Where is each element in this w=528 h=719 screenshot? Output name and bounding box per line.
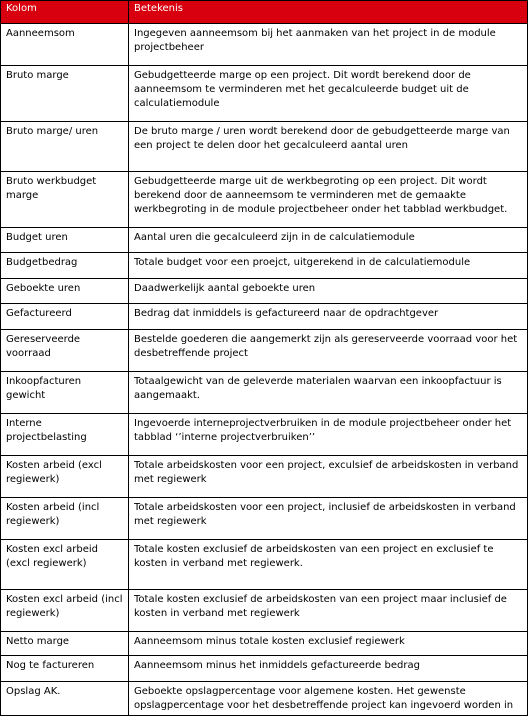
cell-kolom: Interne projectbelasting bbox=[1, 414, 129, 456]
cell-betekenis: Daadwerkelijk aantal geboekte uren bbox=[129, 279, 528, 304]
cell-kolom: Bruto marge bbox=[1, 66, 129, 122]
cell-kolom: Budget uren bbox=[1, 228, 129, 253]
cell-betekenis: Totale kosten exclusief de arbeidskosten van een project maar inclusief de kosten in verband met regiewerk bbox=[129, 590, 528, 632]
table-row bbox=[1, 590, 528, 632]
table-row bbox=[1, 682, 528, 716]
table-row bbox=[1, 456, 528, 498]
cell-betekenis: Aantal uren die gecalculeerd zijn in de calculatiemodule bbox=[129, 228, 528, 253]
table-row bbox=[1, 172, 528, 228]
cell-kolom: Aanneemsom bbox=[1, 24, 129, 66]
cell-kolom: Bruto werkbudget marge bbox=[1, 172, 129, 228]
cell-betekenis: Ingevoerde interneprojectverbruiken in de module projectbeheer onder het tabblad ‘’interne projectverbruiken’’ bbox=[129, 414, 528, 456]
cell-kolom: Kosten excl arbeid (incl regiewerk) bbox=[1, 590, 129, 632]
table-row bbox=[1, 66, 528, 122]
cell-betekenis: Geboekte opslagpercentage voor algemene kosten. Het gewenste opslagpercentage voor het desbetreffende project kan ingevoerd worden in bbox=[129, 682, 528, 716]
table-header-row bbox=[1, 1, 528, 24]
cell-betekenis: Aanneemsom minus het inmiddels gefactureerde bedrag bbox=[129, 656, 528, 682]
cell-betekenis: De bruto marge / uren wordt berekend door de gebudgetteerde marge van een project te delen door het gecalculeerd aantal uren bbox=[129, 122, 528, 172]
cell-betekenis: Totale arbeidskosten voor een project, exculsief de arbeidskosten in verband met regiewerk bbox=[129, 456, 528, 498]
cell-betekenis: Totaalgewicht van de geleverde materialen waarvan een inkoopfactuur is aangemaakt. bbox=[129, 372, 528, 414]
cell-kolom: Geboekte uren bbox=[1, 279, 129, 304]
table-row bbox=[1, 330, 528, 372]
cell-kolom: Gefactureerd bbox=[1, 304, 129, 330]
table-row bbox=[1, 24, 528, 66]
cell-kolom: Kosten excl arbeid (excl regiewerk) bbox=[1, 540, 129, 590]
cell-betekenis: Totale budget voor een proejct, uitgerekend in de calculatiemodule bbox=[129, 253, 528, 279]
table-row bbox=[1, 228, 528, 253]
table-row bbox=[1, 632, 528, 656]
cell-betekenis: Aanneemsom minus totale kosten exclusief regiewerk bbox=[129, 632, 528, 656]
cell-betekenis: Ingegeven aanneemsom bij het aanmaken van het project in de module projectbeheer bbox=[129, 24, 528, 66]
cell-betekenis: Gebudgetteerde marge op een project. Dit wordt berekend door de aanneemsom te verminderen met het gecalculeerde budget uit de calculatiemodule bbox=[129, 66, 528, 122]
table-row bbox=[1, 540, 528, 590]
header-betekenis: Betekenis bbox=[129, 1, 528, 24]
cell-betekenis: Totale kosten exclusief de arbeidskosten van een project en exclusief te kosten in verband met regiewerk. bbox=[129, 540, 528, 590]
cell-kolom: Nog te factureren bbox=[1, 656, 129, 682]
cell-kolom: Opslag AK. bbox=[1, 682, 129, 716]
cell-betekenis: Bedrag dat inmiddels is gefactureerd naar de opdrachtgever bbox=[129, 304, 528, 330]
cell-kolom: Kosten arbeid (incl regiewerk) bbox=[1, 498, 129, 540]
cell-kolom: Inkoopfacturen gewicht bbox=[1, 372, 129, 414]
table-row bbox=[1, 414, 528, 456]
table-row bbox=[1, 372, 528, 414]
cell-kolom: Gereserveerde voorraad bbox=[1, 330, 129, 372]
cell-betekenis: Gebudgetteerde marge uit de werkbegroting op een project. Dit wordt berekend door de aanneemsom te verminderen met de gemaakte werkbegroting in de module projectbeheer onder het tabblad werkbudget. bbox=[129, 172, 528, 228]
cell-betekenis: Totale arbeidskosten voor een project, inclusief de arbeidskosten in verband met regiewerk bbox=[129, 498, 528, 540]
table-row bbox=[1, 122, 528, 172]
cell-kolom: Budgetbedrag bbox=[1, 253, 129, 279]
table-row bbox=[1, 253, 528, 279]
table-row bbox=[1, 656, 528, 682]
table-row bbox=[1, 304, 528, 330]
cell-kolom: Netto marge bbox=[1, 632, 129, 656]
header-kolom: Kolom bbox=[1, 1, 129, 24]
cell-kolom: Bruto marge/ uren bbox=[1, 122, 129, 172]
cell-kolom: Kosten arbeid (excl regiewerk) bbox=[1, 456, 129, 498]
cell-betekenis: Bestelde goederen die aangemerkt zijn als gereserveerde voorraad voor het desbetreffende project bbox=[129, 330, 528, 372]
table-row bbox=[1, 279, 528, 304]
table-row bbox=[1, 498, 528, 540]
